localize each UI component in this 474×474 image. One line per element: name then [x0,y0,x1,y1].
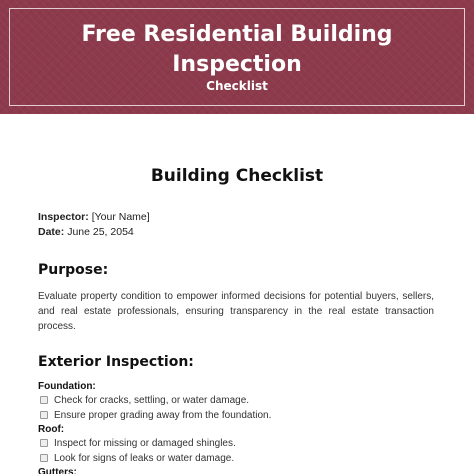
checkbox[interactable] [40,454,48,462]
checklist-item-text: Check for cracks, settling, or water damage. [54,394,250,406]
checklist-item-text: Inspect for missing or damaged shingles. [54,437,236,449]
checkbox[interactable] [40,396,48,404]
checklist-item-text: Look for signs of leaks or water damage. [54,452,235,464]
exterior-inspection-heading: Exterior Inspection: [38,354,194,370]
checkbox[interactable] [40,411,48,419]
checkbox[interactable] [40,439,48,447]
inspector-label: Inspector: [38,211,89,223]
date-label: Date: [38,226,65,238]
inspector-value[interactable]: [Your Name] [91,211,150,223]
checklist-item[interactable] [40,451,234,465]
document-title: Building Checklist [150,166,324,186]
date-value[interactable]: June 25, 2054 [67,226,134,238]
header-banner [0,0,474,114]
purpose-text: Evaluate property condition to empower informed decisions for potential buyers, sellers, and real estate professionals, ensuring transparency in the real estate transaction process. [38,291,434,332]
roof-label: Roof: [38,424,65,435]
foundation-label: Foundation: [38,381,96,392]
purpose-heading: Purpose: [38,262,109,278]
checklist-item[interactable] [40,393,249,407]
checklist-item[interactable] [40,436,236,450]
checklist-item-text: Ensure proper grading away from the foundation. [54,409,272,421]
gutters-label: Gutters: [38,467,77,474]
banner-title-line2: Inspection [172,52,302,77]
date-line [38,226,134,238]
banner-subtitle: Checklist [206,79,268,93]
checklist-item[interactable] [40,408,271,422]
banner-title-line1: Free Residential Building [81,22,393,47]
inspector-line [38,211,150,223]
